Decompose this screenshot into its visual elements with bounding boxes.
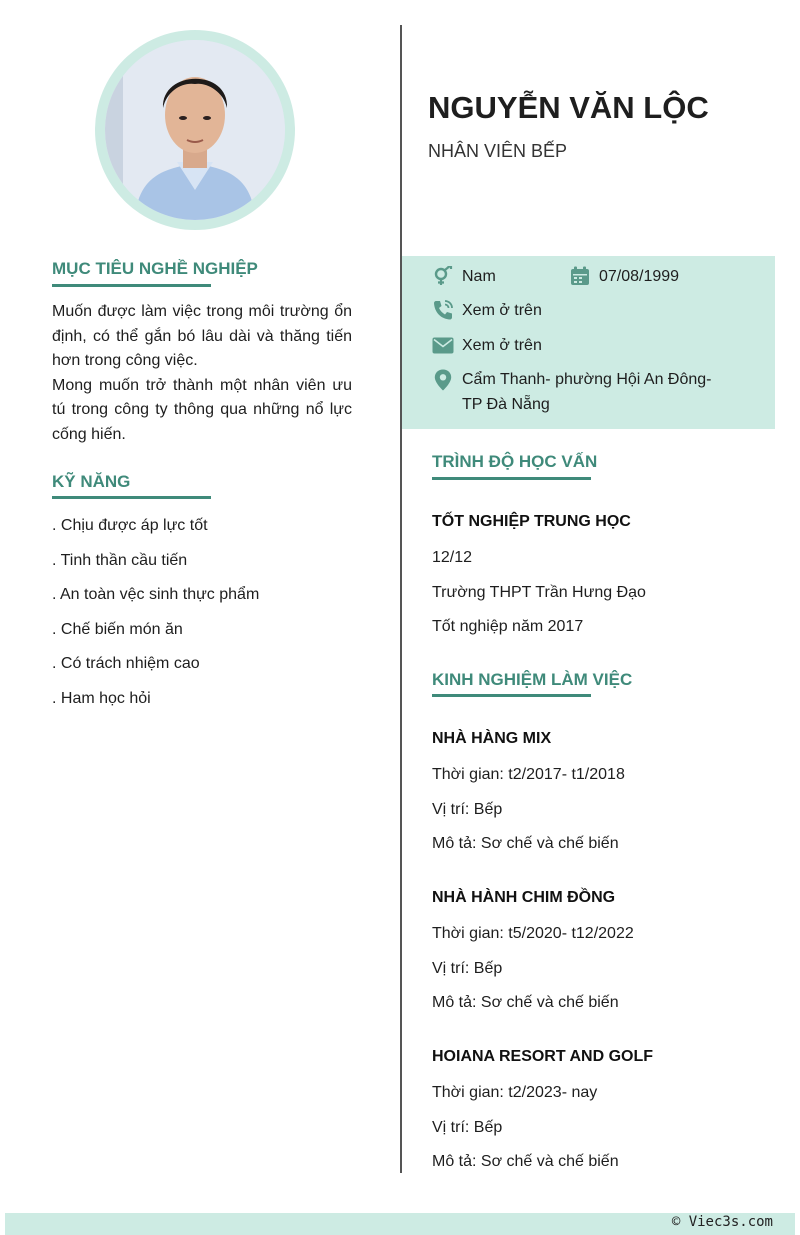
- job-description: Mô tả: Sơ chế và chế biến: [432, 835, 619, 852]
- objective-paragraph: Muốn được làm việc trong môi trường ổn định, có thể gắn bó lâu dài và thăng tiến hơn trong công việc.: [52, 303, 352, 369]
- phone-value: Xem ở trên: [462, 302, 542, 319]
- skills-title: KỸ NĂNG: [52, 472, 131, 491]
- job-company: NHÀ HÀNG MIX: [432, 730, 552, 747]
- job-description: Mô tả: Sơ chế và chế biến: [432, 1153, 619, 1170]
- skill-item: . Chịu được áp lực tốt: [52, 517, 208, 534]
- contact-panel: [402, 256, 775, 429]
- job-description: Mô tả: Sơ chế và chế biến: [432, 994, 619, 1011]
- job-time: Thời gian: t5/2020- t12/2022: [432, 925, 634, 942]
- location-icon: [434, 369, 452, 396]
- education-school: Trường THPT Trần Hưng Đạo: [432, 584, 646, 601]
- job-title: NHÂN VIÊN BẾP: [428, 141, 568, 161]
- skills-list: [52, 514, 259, 722]
- avatar: [105, 40, 285, 220]
- skills-underline: [52, 496, 211, 499]
- job-time: Thời gian: t2/2023- nay: [432, 1084, 598, 1101]
- job-company: NHÀ HÀNH CHIM ĐỒNG: [432, 889, 616, 906]
- skill-item: . Tinh thần cầu tiến: [52, 551, 188, 569]
- email-value: Xem ở trên: [462, 337, 542, 354]
- job-company: HOIANA RESORT AND GOLF: [432, 1048, 654, 1065]
- education-title: TRÌNH ĐỘ HỌC VẤN: [432, 452, 598, 471]
- experience-title: KINH NGHIỆM LÀM VIỆC: [432, 670, 633, 689]
- objective-underline: [52, 284, 211, 287]
- skill-item: . Chế biến món ăn: [52, 620, 183, 638]
- experience-underline: [432, 694, 591, 697]
- footer-watermark[interactable]: © Viec3s.com: [671, 1214, 773, 1230]
- gender-value: Nam: [462, 268, 496, 285]
- address-line1: Cẩm Thanh- phường Hội An Đông-: [462, 371, 712, 388]
- calendar-icon: [570, 266, 590, 291]
- phone-icon: [432, 300, 454, 325]
- job-time: Thời gian: t2/2017- t1/2018: [432, 766, 625, 783]
- footer-bar: [5, 1213, 795, 1235]
- objective-paragraph: Mong muốn trở thành một nhân viên ưu tú trong công ty thông qua những nổ lực cống hiến.: [52, 376, 352, 443]
- address-line2: TP Đà Nẵng: [462, 396, 550, 413]
- skill-item: . An toàn vệc sinh thực phẩm: [52, 586, 260, 604]
- column-divider: [400, 25, 402, 1173]
- job-position: Vị trí: Bếp: [432, 960, 503, 977]
- objective-title: MỤC TIÊU NGHỀ NGHIỆP: [52, 259, 258, 278]
- education-graduated: Tốt nghiệp năm 2017: [432, 618, 584, 635]
- job-position: Vị trí: Bếp: [432, 1119, 503, 1136]
- education-degree: TỐT NGHIỆP TRUNG HỌC: [432, 513, 631, 530]
- objective-text: [52, 300, 352, 447]
- education-grade: 12/12: [432, 549, 473, 566]
- candidate-name: NGUYỄN VĂN LỘC: [428, 90, 709, 125]
- birthdate-value: 07/08/1999: [599, 268, 680, 285]
- skill-item: . Có trách nhiệm cao: [52, 655, 200, 673]
- email-icon: [432, 337, 454, 359]
- education-underline: [432, 477, 591, 480]
- gender-icon: [432, 266, 454, 291]
- job-position: Vị trí: Bếp: [432, 801, 503, 818]
- skill-item: . Ham học hỏi: [52, 689, 151, 707]
